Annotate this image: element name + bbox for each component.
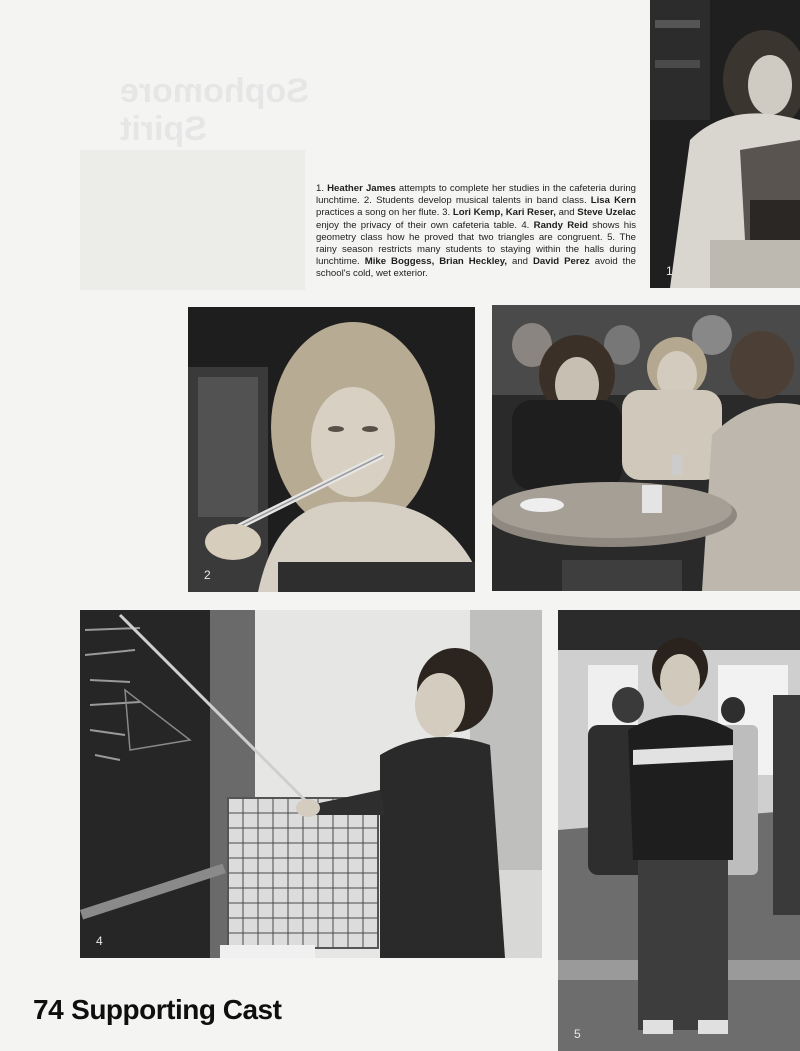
ghost-bleed-block: [80, 150, 305, 290]
caption-num-3: 3.: [442, 207, 451, 219]
caption-text-3b: enjoy the privacy of their own cafeteria table.: [316, 219, 518, 231]
caption-name-randy-reid: Randy Reid: [533, 219, 589, 231]
photo-2: [188, 307, 475, 592]
photo-4-image: [80, 610, 542, 958]
ghost-title: Sophomore Spirit: [120, 72, 309, 148]
photo-4: [80, 610, 542, 958]
photo-4-number: 4: [96, 934, 103, 948]
photo-3-image: [492, 305, 800, 591]
caption-text-2a: Students develop musical talents in band class.: [371, 195, 591, 207]
photo-5: [558, 610, 800, 1051]
caption-text-5a: The rainy season restricts many students to staying within the halls during lunchtime.: [316, 231, 636, 268]
photo-5-image: [558, 610, 800, 1051]
caption-name-boggess-heckley: Mike Boggess, Brian Heckley,: [364, 256, 507, 268]
caption-text-2b: practices a song on her flute.: [316, 207, 440, 219]
caption-num-1: 1.: [316, 183, 325, 194]
caption-num-2: 2.: [363, 195, 372, 207]
caption-name-heather-james: Heather James: [327, 183, 396, 194]
caption-text-5c: avoid the school's cold, wet exterior.: [316, 256, 637, 280]
photo-1: [650, 0, 800, 288]
photo-1-image: [650, 0, 800, 288]
caption-text-4: shows his geometry class how he proved that two triangles are congruent.: [316, 219, 637, 243]
caption-num-5: 5.: [607, 231, 616, 243]
caption-text-5b: and: [506, 256, 533, 268]
caption-num-4: 4.: [521, 219, 530, 231]
caption-name-david-perez: David Perez: [533, 256, 590, 268]
section-title: Supporting Cast: [71, 994, 282, 1025]
caption-name-kemp-reser: Lori Kemp, Kari Reser,: [452, 207, 556, 219]
photo-2-image: [188, 307, 475, 592]
page-footer: [33, 994, 289, 1026]
photo-3: [492, 305, 800, 591]
caption-name-lisa-kern: Lisa Kern: [590, 195, 636, 207]
photo-1-number: 1: [666, 264, 673, 278]
caption-text-3a: and: [555, 207, 578, 219]
photo-5-number: 5: [574, 1027, 581, 1041]
caption-name-steve-uzelac: Steve Uzelac: [577, 207, 636, 219]
page-number: 74: [33, 994, 64, 1025]
photo-2-number: 2: [204, 568, 211, 582]
caption-text-1: attempts to complete her studies in the cafeteria during lunchtime.: [316, 183, 636, 207]
photo-caption: [316, 183, 636, 281]
